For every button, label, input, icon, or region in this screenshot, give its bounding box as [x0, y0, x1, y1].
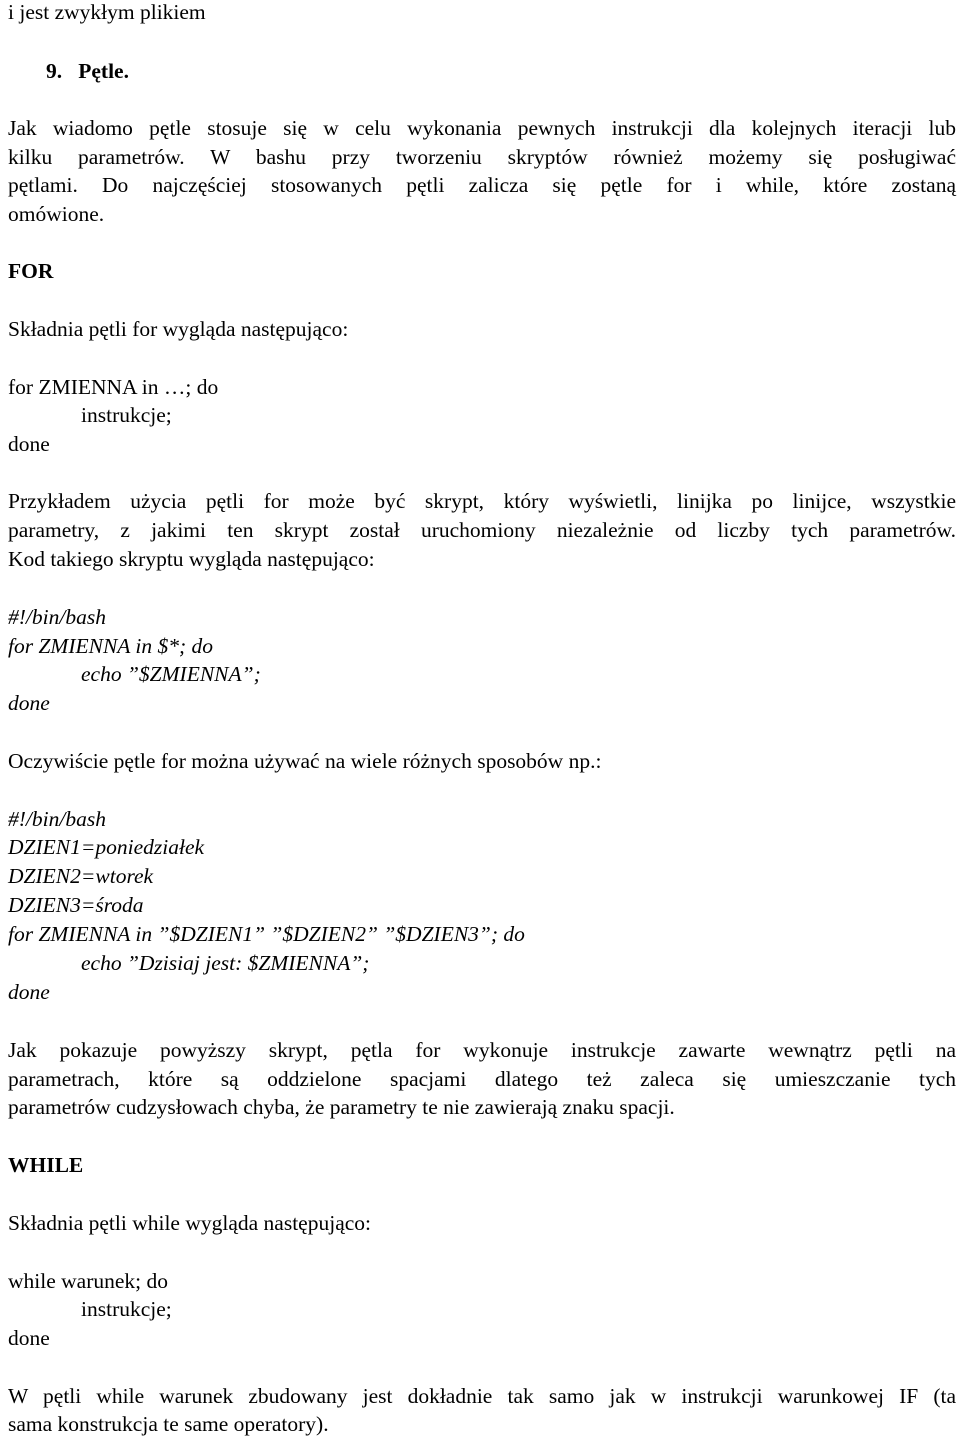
code-line: DZIEN2=wtorek: [8, 864, 154, 888]
code-line: echo ”$ZMIENNA”;: [81, 662, 261, 686]
for-example-desc-line: Kod takiego skryptu wygląda następująco:: [8, 547, 375, 571]
code-line: DZIEN3=środa: [8, 893, 144, 917]
intro-line: Jak wiadomo pętle stosuje się w celu wykonania pewnych instrukcji dla kolejnych iteracji lub: [8, 116, 956, 140]
code-line: DZIEN1=poniedziałek: [8, 835, 205, 859]
for-explanation-line: parametrach, które są oddzielone spacjami dlatego też zaleca się umieszczanie tych: [8, 1067, 956, 1091]
for-example-desc-line: Przykładem użycia pętli for może być skrypt, który wyświetli, linijka po linijce, wszystkie: [8, 489, 956, 513]
code-line: done: [8, 691, 50, 715]
for-syntax-line: instrukcje;: [81, 403, 172, 427]
for-syntax-line: done: [8, 432, 50, 456]
for-explanation-line: parametrów cudzysłowach chyba, że parametry te nie zawierają znaku spacji.: [8, 1095, 675, 1119]
while-explanation-line: W pętli while warunek zbudowany jest dokładnie tak samo jak w instrukcji warunkowej IF (ta: [8, 1384, 956, 1408]
code-line: #!/bin/bash: [8, 605, 106, 629]
code-line: done: [8, 980, 50, 1004]
code-line: echo ”Dzisiaj jest: $ZMIENNA”;: [81, 951, 370, 975]
for-other-uses: Oczywiście pętle for można używać na wiele różnych sposobów np.:: [8, 749, 602, 773]
code-line: for ZMIENNA in ”$DZIEN1” ”$DZIEN2” ”$DZIEN3”; do: [8, 922, 525, 946]
for-explanation-line: Jak pokazuje powyższy skrypt, pętla for wykonuje instrukcje zawarte wewnątrz pętli na: [8, 1038, 956, 1062]
section-title: 9. Pętle.: [46, 59, 129, 83]
while-heading: WHILE: [8, 1153, 84, 1177]
for-syntax-intro: Składnia pętli for wygląda następująco:: [8, 317, 349, 341]
intro-line: pętlami. Do najczęściej stosowanych pętli zalicza się pętle for i while, które zostaną: [8, 173, 956, 197]
while-syntax-line: while warunek; do: [8, 1269, 169, 1293]
for-example-desc-line: parametry, z jakimi ten skrypt został uruchomiony niezależnie od liczby tych parametrów.: [8, 518, 956, 542]
while-syntax-line: instrukcje;: [81, 1297, 172, 1321]
while-explanation-line: sama konstrukcja te same operatory).: [8, 1412, 329, 1436]
while-syntax-line: done: [8, 1326, 50, 1350]
intro-line: omówione.: [8, 202, 105, 226]
intro-line: kilku parametrów. W bashu przy tworzeniu skryptów również możemy się posługiwać: [8, 145, 956, 169]
for-syntax-line: for ZMIENNA in …; do: [8, 375, 219, 399]
while-syntax-intro: Składnia pętli while wygląda następująco:: [8, 1211, 372, 1235]
for-heading: FOR: [8, 259, 54, 283]
code-line: #!/bin/bash: [8, 807, 106, 831]
code-line: for ZMIENNA in $*; do: [8, 634, 214, 658]
top-fragment-text: i jest zwykłym plikiem: [8, 0, 206, 24]
